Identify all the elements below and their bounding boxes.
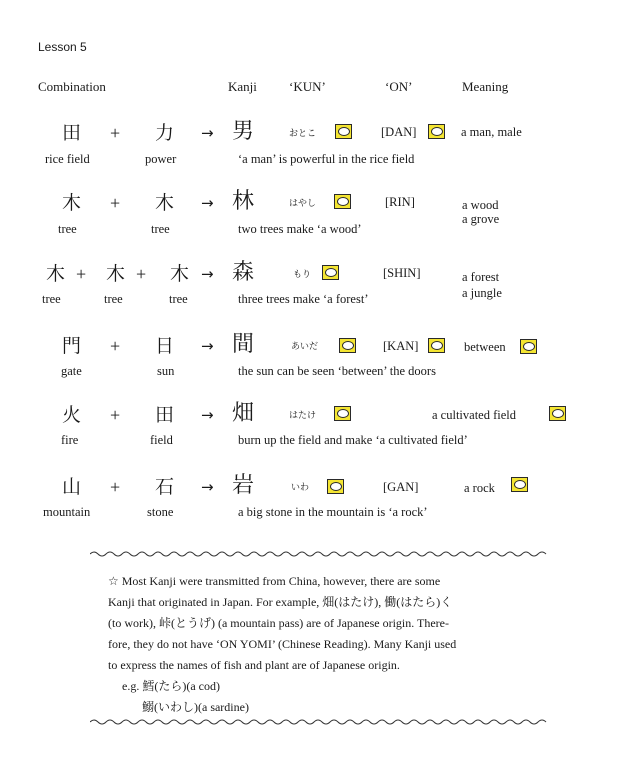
plus-sign: + xyxy=(110,123,121,143)
result-kanji: 岩 xyxy=(232,473,255,498)
header-on: ‘ON’ xyxy=(385,79,413,94)
plus-sign: + xyxy=(110,193,121,213)
kun-reading: はたけ xyxy=(289,411,317,421)
meaning-text: a forest xyxy=(462,270,500,284)
speech-bubble-icon[interactable] xyxy=(549,406,566,421)
component-label: power xyxy=(145,152,177,166)
arrow-icon: → xyxy=(201,124,214,142)
arrow-icon: → xyxy=(201,337,214,355)
result-kanji: 林 xyxy=(232,189,255,214)
component-kanji: 木 xyxy=(170,263,190,285)
note-line: Kanji that originated in Japan. For example, 畑(はたけ), 働(はたら)く xyxy=(108,595,453,609)
header-kanji: Kanji xyxy=(228,79,257,94)
speech-bubble-icon[interactable] xyxy=(322,265,339,280)
component-label: stone xyxy=(147,505,174,519)
meaning-text: a grove xyxy=(462,212,500,226)
component-label: tree xyxy=(58,222,77,236)
speech-bubble-icon[interactable] xyxy=(334,194,351,209)
component-kanji: 門 xyxy=(62,335,82,357)
component-kanji: 力 xyxy=(155,122,175,144)
meaning-text: between xyxy=(464,340,506,354)
explanation-text: two trees make ‘a wood’ xyxy=(238,222,362,236)
result-kanji: 男 xyxy=(232,119,255,144)
explanation-text: ‘a man’ is powerful in the rice field xyxy=(238,152,415,166)
on-reading: [RIN] xyxy=(385,195,415,209)
component-kanji: 日 xyxy=(155,335,175,357)
kun-reading: はやし xyxy=(289,199,317,209)
speech-bubble-icon[interactable] xyxy=(327,479,344,494)
bottom-wavy-divider xyxy=(90,718,550,726)
arrow-icon: → xyxy=(201,478,214,496)
result-kanji: 森 xyxy=(232,260,255,285)
component-label: tree xyxy=(104,292,123,306)
component-kanji: 田 xyxy=(62,122,82,144)
lesson-title: Lesson 5 xyxy=(38,40,87,54)
plus-sign: + xyxy=(110,405,121,425)
component-label: tree xyxy=(169,292,188,306)
header-kun: ‘KUN’ xyxy=(289,79,326,94)
result-kanji: 間 xyxy=(232,332,255,357)
note-line: fore, they do not have ‘ON YOMI’ (Chinese Reading). Many Kanji used xyxy=(108,637,457,651)
arrow-icon: → xyxy=(201,194,214,212)
meaning-text: a rock xyxy=(464,481,495,495)
plus-sign: + xyxy=(110,336,121,356)
component-kanji: 石 xyxy=(155,476,175,498)
explanation-text: the sun can be seen ‘between’ the doors xyxy=(238,364,436,378)
meaning-text: a man, male xyxy=(461,125,522,139)
header-meaning: Meaning xyxy=(462,79,509,94)
meaning-text: a cultivated field xyxy=(432,408,516,422)
on-reading: [GAN] xyxy=(383,480,419,494)
component-kanji: 木 xyxy=(46,263,66,285)
kun-reading: いわ xyxy=(291,483,310,493)
component-kanji: 山 xyxy=(62,476,82,498)
component-label: mountain xyxy=(43,505,91,519)
plus-sign: + xyxy=(76,264,87,284)
kun-reading: あいだ xyxy=(291,342,319,352)
component-label: sun xyxy=(157,364,175,378)
speech-bubble-icon[interactable] xyxy=(339,338,356,353)
speech-bubble-icon[interactable] xyxy=(428,124,445,139)
note-line: (to work), 峠(とうげ) (a mountain pass) are of Japanese origin. There- xyxy=(108,616,450,630)
plus-sign: + xyxy=(136,264,147,284)
speech-bubble-icon[interactable] xyxy=(335,124,352,139)
result-kanji: 畑 xyxy=(232,401,255,426)
arrow-icon: → xyxy=(201,265,214,283)
component-kanji: 火 xyxy=(62,404,82,426)
component-label: rice field xyxy=(45,152,90,166)
meaning-text: a wood xyxy=(462,198,499,212)
explanation-text: burn up the field and make ‘a cultivated field’ xyxy=(238,433,468,447)
note-line: to express the names of fish and plant are of Japanese origin. xyxy=(108,658,400,672)
component-kanji: 木 xyxy=(106,263,126,285)
component-label: gate xyxy=(61,364,82,378)
component-label: tree xyxy=(151,222,170,236)
explanation-text: three trees make ‘a forest’ xyxy=(238,292,369,306)
note-line: ☆ Most Kanji were transmitted from China, however, there are some xyxy=(108,574,441,588)
speech-bubble-icon[interactable] xyxy=(428,338,445,353)
example-cod: e.g. 鱈(たら)(a cod) xyxy=(122,679,220,693)
top-wavy-divider xyxy=(90,550,550,558)
arrow-icon: → xyxy=(201,406,214,424)
component-label: field xyxy=(150,433,173,447)
plus-sign: + xyxy=(110,477,121,497)
explanation-text: a big stone in the mountain is ‘a rock’ xyxy=(238,505,428,519)
component-kanji: 田 xyxy=(155,404,175,426)
on-reading: [SHIN] xyxy=(383,266,421,280)
on-reading: [KAN] xyxy=(383,339,419,353)
component-kanji: 木 xyxy=(62,192,82,214)
component-label: fire xyxy=(61,433,79,447)
example-sardine: 鰯(いわし)(a sardine) xyxy=(142,700,249,714)
speech-bubble-icon[interactable] xyxy=(511,477,528,492)
speech-bubble-icon[interactable] xyxy=(334,406,351,421)
kun-reading: おとこ xyxy=(289,129,317,139)
component-label: tree xyxy=(42,292,61,306)
note-paragraph xyxy=(108,571,538,718)
on-reading: [DAN] xyxy=(381,125,417,139)
header-combination: Combination xyxy=(38,79,106,94)
meaning-text: a jungle xyxy=(462,286,502,300)
component-kanji: 木 xyxy=(155,192,175,214)
speech-bubble-icon[interactable] xyxy=(520,339,537,354)
kun-reading: もり xyxy=(293,270,312,280)
